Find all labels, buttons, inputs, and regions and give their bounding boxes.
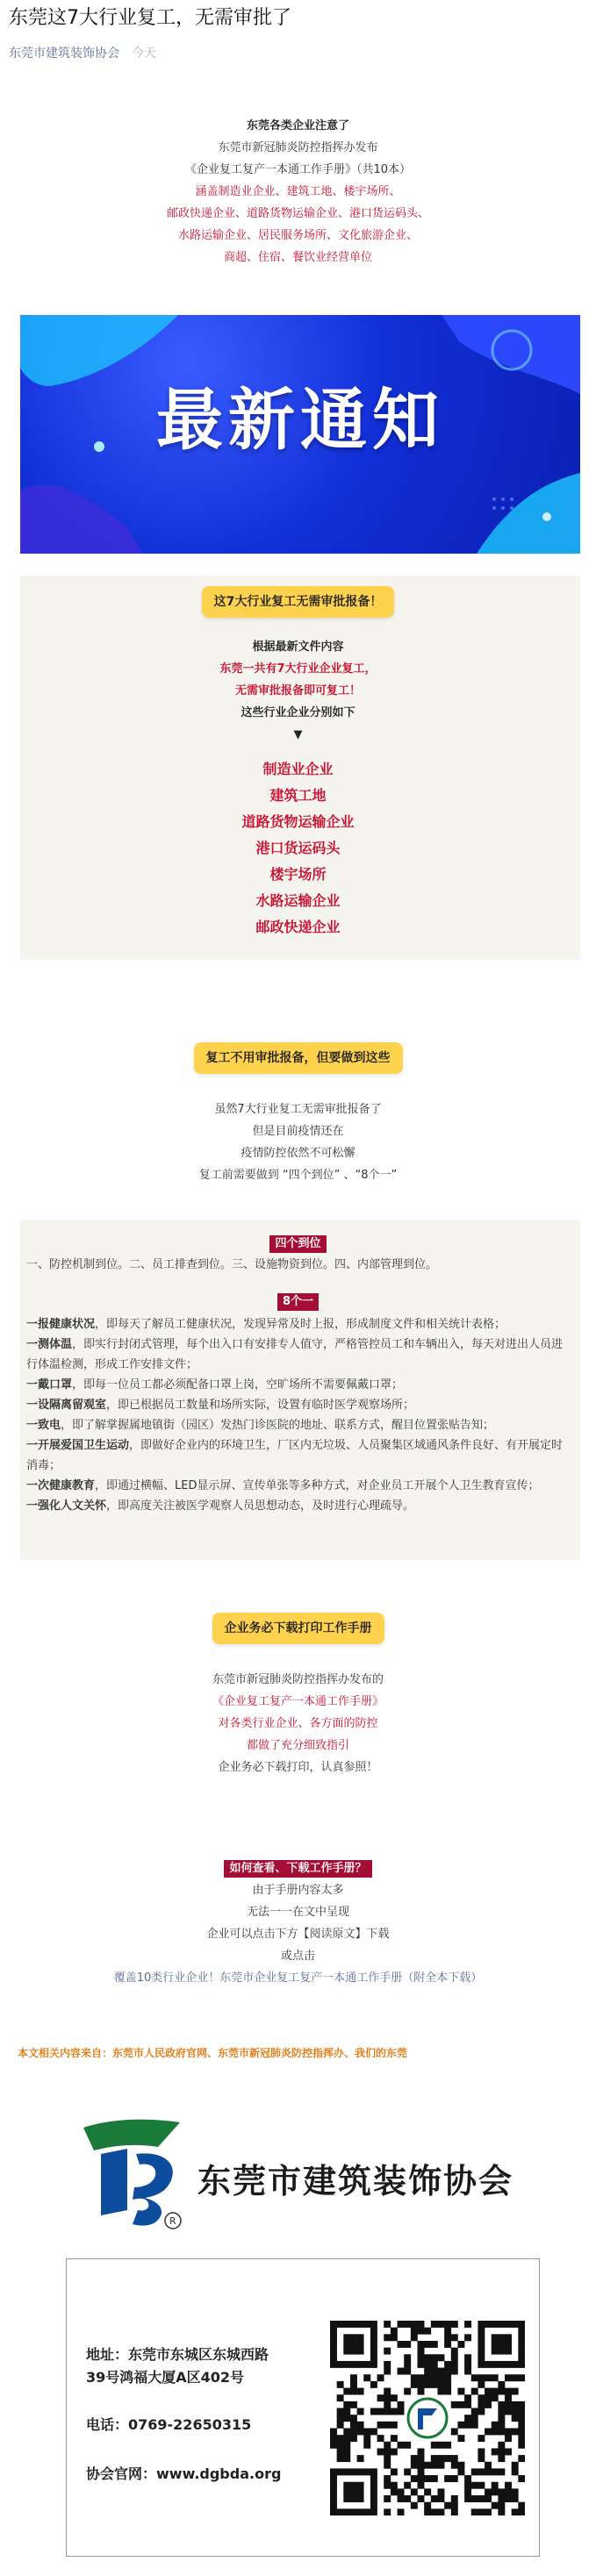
section2-line: 复工前需要做到 “四个到位” 、“8个一” (198, 1169, 398, 1182)
eight-tag-row (0, 1292, 596, 1311)
section1-line: 根据最新文件内容 (252, 640, 344, 654)
section5-line: 或点击 (280, 1950, 315, 1963)
intro-heading: 东莞各类企业注意了 (246, 119, 349, 132)
section2-text (0, 1098, 596, 1186)
section4-pill: 企业务必下载打印工作手册 (212, 1613, 384, 1644)
four-measures-text (26, 1255, 571, 1275)
article-title: 东莞这7大行业复工，无需审批了 (9, 7, 291, 29)
measure-item: 一报健康状况，即每天了解员工健康状况，发现异常及时上报，形成制度文件和相关统计表格； (26, 1318, 506, 1331)
industry-item: 建筑工地 (269, 787, 327, 804)
section1 (0, 586, 596, 618)
intro-line: 东莞市新冠肺炎防控指挥办发布 (218, 141, 378, 154)
svg-text:R: R (169, 2215, 176, 2227)
banner-title: 最新通知 (156, 381, 444, 459)
section1-red-line: 东莞一共有7大行业企业复工， (219, 662, 377, 676)
arrow-down-icon: ▼ (293, 728, 303, 741)
section4-red-line: 都做了充分细致指引 (246, 1739, 349, 1752)
section1-red-line: 无需审批报备即可复工！ (234, 684, 361, 698)
account-name-link[interactable]: 东莞市建筑装饰协会 (9, 47, 119, 61)
industry-item: 港口货运码头 (255, 840, 341, 856)
measure-item: 一设隔离留观室，即已根据员工数量和场所实际，设置有临时医学观察场所； (26, 1399, 415, 1412)
measure-item: 一开展爱国卫生运动，即做好企业内的环境卫生，厂区内无垃圾、人员聚集区域通风条件良好、有开展定时消毒； (26, 1439, 564, 1472)
industry-item: 水路运输企业 (255, 892, 341, 909)
section5 (0, 1858, 596, 1878)
section4-red-line: 对各类行业企业、各方面的防控 (218, 1717, 378, 1730)
industry-item: 邮政快递企业 (255, 919, 341, 935)
intro-line: 《企业复工复产一本通工作手册》（共10本） (184, 163, 412, 176)
section4-red-line: 《企业复工复产一本通工作手册》 (212, 1695, 384, 1708)
section1-text (0, 636, 596, 746)
measure-item: 一强化人文关怀，即高度关注被医学观察人员思想动态，及时进行心理疏导。 (26, 1499, 415, 1513)
section5-line: 由于手册内容太多 (252, 1884, 344, 1897)
publish-time: 今天 (132, 47, 156, 61)
intro-red-line: 水路运输企业、居民服务场所、文化旅游企业、 (177, 229, 418, 242)
section1-pill: 这7大行业复工无需审批报备！ (202, 586, 395, 618)
manual-download-link[interactable]: 覆盖10类行业企业！东莞市企业复工复产一本通工作手册（附全本下载） (113, 1971, 483, 1985)
qr-code-icon[interactable] (330, 2321, 525, 2515)
eight-measures-list (26, 1314, 571, 1516)
eight-measures-tag: 8个一 (277, 1293, 319, 1311)
section5-text (0, 1879, 596, 1989)
phone-line: 电话：0769-22650315 (86, 2416, 252, 2433)
intro-red-line: 商超、住宿、餐饮业经营单位 (223, 251, 372, 264)
measure-item: 一次健康教育，即通过横幅、LED显示屏、宣传单张等多种方式，对企业员工开展个人卫生教育宣传； (26, 1479, 540, 1492)
section2 (0, 1042, 596, 1074)
industry-list (0, 756, 596, 941)
four-measures-tag: 四个到位 (269, 1235, 326, 1253)
website-line: 协会官网：www.dgbda.org (86, 2465, 282, 2482)
section4-line: 企业务必下载打印，认真参照！ (218, 1761, 378, 1774)
section1-line: 这些行业企业分别如下 (241, 706, 355, 719)
measure-item: 一戴口罩，即每一位员工都必须配备口罩上岗，空旷场所不需要佩戴口罩； (26, 1378, 404, 1392)
section2-line: 虽然7大行业复工无需审批报备了 (214, 1103, 382, 1116)
section2-pill: 复工不用审批报备，但要做到这些 (194, 1042, 403, 1074)
industry-item: 楼宇场所 (269, 866, 327, 883)
address-line: 39号鸿福大厦A区402号 (86, 2369, 245, 2386)
industry-item: 制造业企业 (262, 761, 334, 777)
section5-line: 企业可以点击下方【阅读原文】下载 (206, 1928, 390, 1941)
four-tag-row (0, 1234, 596, 1253)
address-line: 地址：东莞市东城区东城西路 (86, 2346, 269, 2363)
section4-line: 东莞市新冠肺炎防控指挥办发布的 (212, 1673, 384, 1686)
industry-item: 道路货物运输企业 (241, 813, 355, 830)
association-name: 东莞市建筑装饰协会 (197, 2162, 514, 2200)
notice-banner-image (20, 315, 580, 554)
section4 (0, 1613, 596, 1644)
section5-line: 无法一一在文中呈现 (246, 1906, 349, 1919)
four-measures-line: 一、防控机制到位。二、员工排查到位。三、设施物资到位。四、内部管理到位。 (26, 1258, 438, 1271)
section4-text (0, 1669, 596, 1778)
intro-red-line: 邮政快递企业、道路货物运输企业、港口货运码头、 (166, 207, 429, 220)
source-note: 本文相关内容来自：东莞市人民政府官网、东莞市新冠肺炎防控指挥办、我们的东莞 (18, 2047, 408, 2059)
section2-line: 疫情防控依然不可松懈 (241, 1147, 355, 1160)
association-emblem-icon (75, 2112, 189, 2235)
contact-card (66, 2258, 540, 2557)
section2-line: 但是目前疫情还在 (252, 1125, 344, 1138)
article-meta (9, 44, 156, 61)
measure-item: 一测体温，即实行封闭式管理，每个出入口有安排专人值守，严格管控员工和车辆出入，每天对进出人员进行体温检测，形成工作安排文件； (26, 1338, 564, 1371)
intro-section (0, 115, 596, 268)
association-logo (75, 2112, 549, 2235)
measure-item: 一致电，即了解掌握属地镇街（园区）发热门诊医院的地址、联系方式，醒目位置张贴告知； (26, 1419, 495, 1432)
intro-red-line: 涵盖制造业企业、建筑工地、楼宇场所、 (195, 185, 401, 198)
download-how-tag: 如何查看、下载工作手册？ (224, 1860, 371, 1878)
